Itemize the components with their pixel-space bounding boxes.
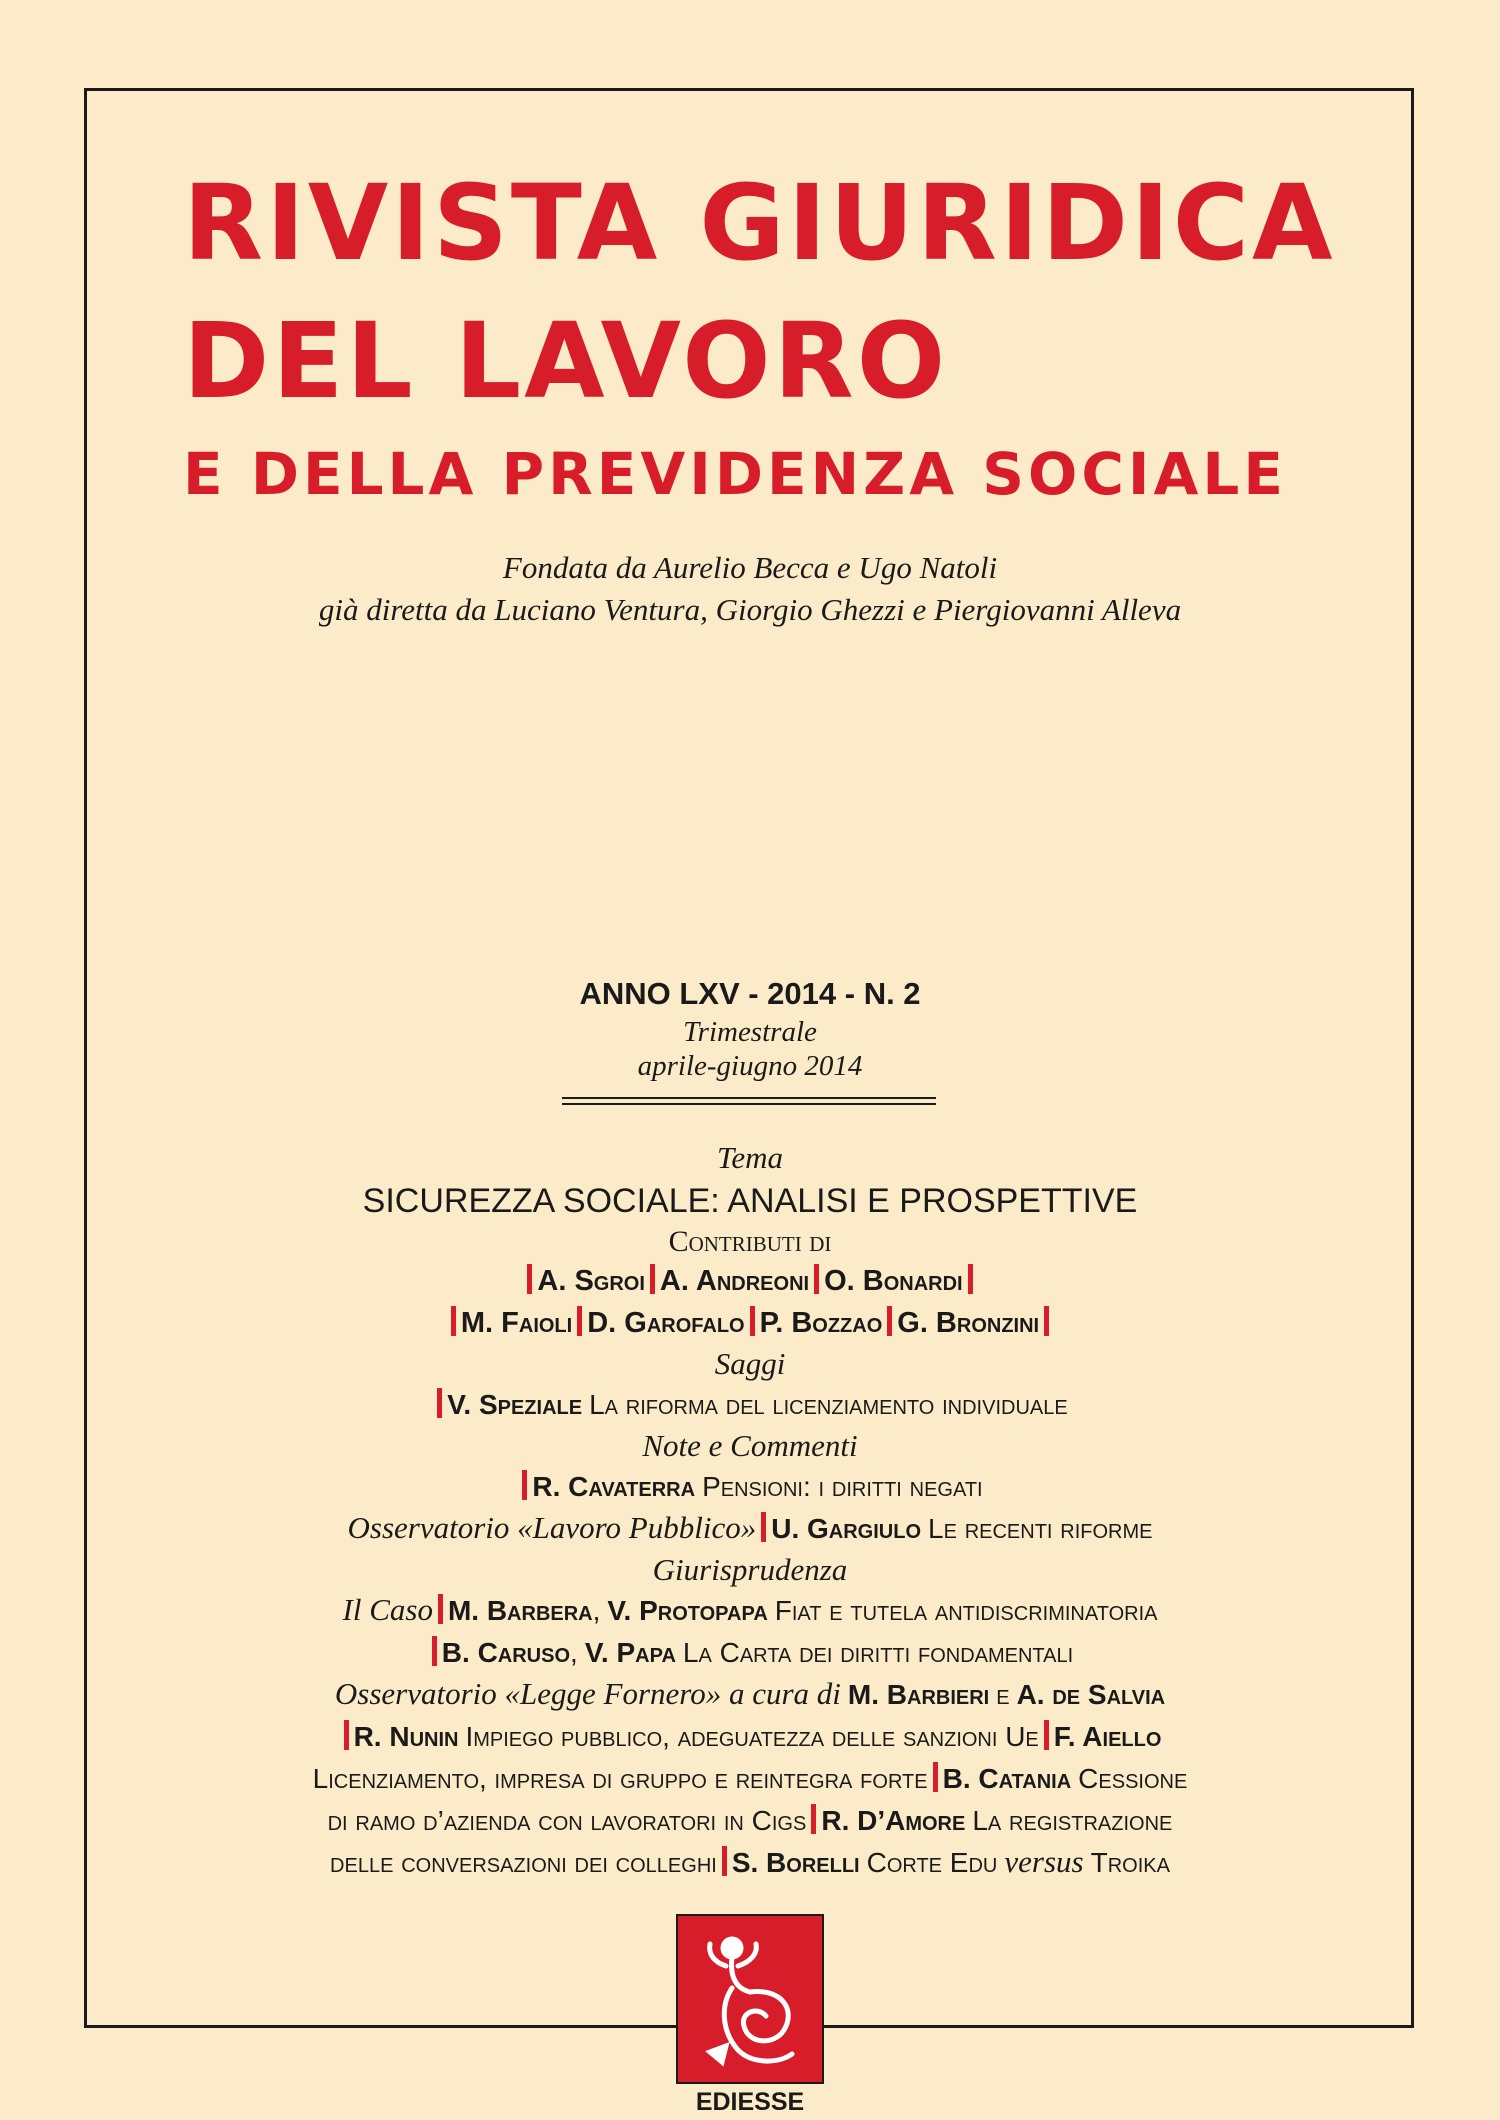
separator-bar xyxy=(933,1762,938,1792)
article-title: La Carta dei diritti fondamentali xyxy=(682,1637,1074,1668)
separator-bar xyxy=(814,1264,819,1294)
separator-bar xyxy=(451,1306,456,1336)
journal-title-line3: E DELLA PREVIDENZA SOCIALE xyxy=(183,440,1287,508)
article-title: Fiat e tutela antidiscriminatoria xyxy=(774,1595,1158,1626)
author: V. Protopapa xyxy=(607,1595,768,1626)
separator-bar xyxy=(1044,1720,1049,1750)
note-title: Le recenti riforme xyxy=(928,1513,1153,1544)
author: D. Garofalo xyxy=(587,1307,745,1339)
note-entry-1 xyxy=(90,1466,1410,1508)
siren-emblem-icon xyxy=(692,1926,812,2076)
conjunction: e xyxy=(996,1679,1010,1710)
osservatorio-row-4 xyxy=(90,1842,1410,1884)
article-title: Troika xyxy=(1090,1847,1170,1878)
separator-bar xyxy=(344,1720,349,1750)
osservatorio-fornero xyxy=(90,1674,1410,1716)
table-of-contents xyxy=(90,1138,1410,1884)
separator-bar xyxy=(437,1388,442,1418)
caso-label: Il Caso xyxy=(342,1592,433,1627)
separator-bar xyxy=(527,1264,532,1294)
separator-bar xyxy=(522,1470,527,1500)
note-title: Pensioni: i diritti negati xyxy=(702,1471,983,1502)
article-title: La registrazione xyxy=(972,1805,1173,1836)
founders-block xyxy=(0,547,1500,631)
separator-bar xyxy=(432,1636,437,1666)
separator-bar xyxy=(438,1594,443,1624)
contributi-label: Contributi di xyxy=(668,1225,832,1258)
separator-bar xyxy=(761,1512,766,1542)
osservatorio-row-2 xyxy=(90,1758,1410,1800)
tema-title: SICUREZZA SOCIALE: ANALISI E PROSPETTIVE xyxy=(362,1182,1138,1220)
article-title: Cessione xyxy=(1078,1763,1188,1794)
author: R. Nunin xyxy=(353,1721,459,1752)
founders-line: Fondata da Aurelio Becca e Ugo Natoli xyxy=(502,550,998,585)
comma: , xyxy=(592,1595,601,1626)
osservatorio-row-3 xyxy=(90,1800,1410,1842)
author: V. Papa xyxy=(584,1637,676,1668)
separator-bar xyxy=(722,1846,727,1876)
journal-title-line2: DEL LAVORO xyxy=(183,300,949,422)
author: M. Barbera xyxy=(447,1595,593,1626)
tema-authors-row2 xyxy=(90,1302,1410,1344)
publisher-name: EDIESSE xyxy=(695,2088,805,2116)
author: G. Bronzini xyxy=(897,1307,1040,1339)
saggi-author: V. Speziale xyxy=(447,1389,583,1420)
note-author: U. Gargiulo xyxy=(771,1513,922,1544)
author: B. Caruso xyxy=(441,1637,571,1668)
section-label-giurisprudenza: Giurisprudenza xyxy=(652,1552,848,1587)
observatory-label: Osservatorio «Legge Fornero» a cura di xyxy=(334,1676,841,1711)
issue-period: aprile-giugno 2014 xyxy=(637,1050,863,1082)
article-title: Corte Edu xyxy=(866,1847,998,1878)
author: O. Bonardi xyxy=(824,1265,963,1297)
saggi-title: La riforma del licenziamento individuale xyxy=(589,1389,1068,1420)
issue-info xyxy=(0,973,1500,1083)
publisher-logo xyxy=(676,1914,824,2084)
author: P. Bozzao xyxy=(759,1307,883,1339)
separator-bar xyxy=(1044,1306,1049,1336)
separator-bar xyxy=(968,1264,973,1294)
article-title: di ramo d’azienda con lavoratori in Cigs xyxy=(327,1805,807,1836)
author: F. Aiello xyxy=(1053,1721,1162,1752)
section-label-tema: Tema xyxy=(716,1140,784,1175)
note-author: R. Cavaterra xyxy=(532,1471,696,1502)
article-title: Impiego pubblico, adeguatezza delle sanzioni Ue xyxy=(465,1721,1039,1752)
author: M. Faioli xyxy=(460,1307,573,1339)
separator-bar xyxy=(750,1306,755,1336)
article-title-versus: versus xyxy=(1004,1844,1084,1879)
issue-frequency: Trimestrale xyxy=(683,1016,817,1048)
separator-bar xyxy=(811,1804,816,1834)
author: R. D’Amore xyxy=(821,1805,966,1836)
author: A. Sgroi xyxy=(537,1265,645,1297)
author: S. Borelli xyxy=(731,1847,860,1878)
separator-bar xyxy=(577,1306,582,1336)
author: B. Catania xyxy=(942,1763,1072,1794)
section-label-note: Note e Commenti xyxy=(642,1428,858,1463)
author: A. Andreoni xyxy=(659,1265,810,1297)
saggi-entry xyxy=(90,1384,1410,1426)
giurisprudenza-caso xyxy=(90,1590,1410,1632)
journal-title-line1: RIVISTA GIURIDICA xyxy=(183,162,1336,284)
comma: , xyxy=(570,1637,578,1668)
observatory-label: Osservatorio «Lavoro Pubblico» xyxy=(347,1510,757,1545)
separator-bar xyxy=(650,1264,655,1294)
issue-number: ANNO LXV - 2014 - N. 2 xyxy=(579,976,921,1011)
note-entry-2 xyxy=(90,1508,1410,1550)
article-title: Licenziamento, impresa di gruppo e reintegra forte xyxy=(312,1763,928,1794)
osservatorio-row-1 xyxy=(90,1716,1410,1758)
directors-line: già diretta da Luciano Ventura, Giorgio Ghezzi e Piergiovanni Alleva xyxy=(318,592,1182,627)
giurisprudenza-entry-2 xyxy=(90,1632,1410,1674)
article-title: delle conversazioni dei colleghi xyxy=(330,1847,717,1878)
double-rule-divider xyxy=(562,1097,936,1105)
separator-bar xyxy=(887,1306,892,1336)
author: A. de Salvia xyxy=(1016,1679,1166,1710)
author: M. Barbieri xyxy=(847,1679,990,1710)
section-label-saggi: Saggi xyxy=(714,1346,786,1381)
tema-authors-row1 xyxy=(90,1260,1410,1302)
